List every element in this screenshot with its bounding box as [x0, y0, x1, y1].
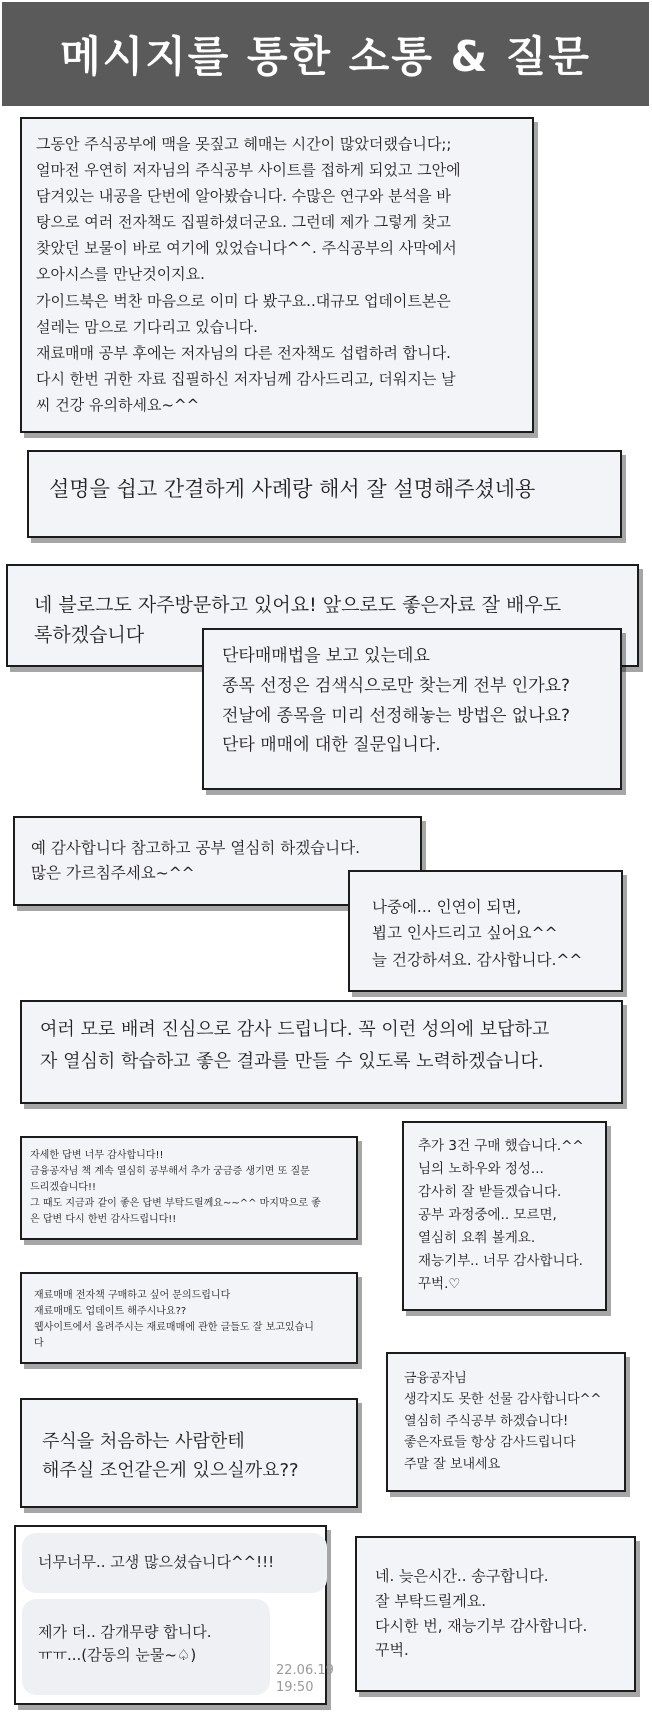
chat-screenshot [14, 1525, 334, 1705]
chat-timestamp: 22.06.19 19:50 [276, 1663, 334, 1695]
chat-bubble: 제가 더.. 감개무량 합니다. ㅠㅠ...(감동의 눈물~♤) [22, 1599, 270, 1695]
message-card: 여러 모로 배려 진심으로 감사 드립니다. 꼭 이런 성의에 보답하고 자 열심히 학습하고 좋은 결과를 만들 수 있도록 노력하겠습니다. [20, 1000, 623, 1104]
page-title: 메시지를 통한 소통 & 질문 [2, 2, 649, 106]
message-card: 금융공자님 생각지도 못한 선물 감사합니다^^ 열심히 주식공부 하겠습니다! 좋은자료들 항상 감사드립니다 주말 잘 보내세요 [386, 1352, 626, 1492]
message-card: 나중에... 인연이 되면, 뵙고 인사드리고 싶어요^^ 늘 건강하셔요. 감사합니다.^^ [348, 870, 623, 992]
message-card: 예 감사합니다 참고하고 공부 열심히 하겠습니다. 많은 가르침주세요~^^ [13, 816, 422, 906]
message-card: 네. 늦은시간.. 송구합니다. 잘 부탁드릴게요. 다시한 번, 재능기부 감사합니다. 꾸벅. [355, 1536, 636, 1692]
message-card: 네 블로그도 자주방문하고 있어요! 앞으로도 좋은자료 잘 배우도 록하겠습니다 [6, 564, 639, 667]
message-card: 설명을 쉽고 간결하게 사례랑 해서 잘 설명해주셨네용 [27, 450, 622, 538]
message-card: 추가 3건 구매 했습니다.^^ 님의 노하우와 정성... 감사히 잘 받들겠습니다. 공부 과정중에.. 모르면, 열심히 요쭤 볼게요. 재능기부.. 너무 감사합니다. 꾸벅.♡ [402, 1121, 607, 1311]
message-card: 단타매매법을 보고 있는데요 종목 선정은 검색식으로만 찾는게 전부 인가요? 전날에 종목을 미리 선정해놓는 방법은 없나요? 단타 매매에 대한 질문입니다. [202, 628, 622, 790]
message-card: 재료매매 전자책 구매하고 싶어 문의드립니다 재료매매도 업데이트 해주시나요?? 웹사이트에서 올려주시는 재료매매에 관한 글들도 잘 보고있습니 다 [20, 1272, 358, 1364]
message-card: 주식을 처음하는 사람한테 해주실 조언같은게 있으실까요?? [20, 1398, 358, 1508]
message-card: 그동안 주식공부에 맥을 못짚고 헤매는 시간이 많았더랬습니다;; 얼마전 우연히 저자님의 주식공부 사이트를 접하게 되었고 그안에 담겨있는 내공을 단번에 알아봤습니다. 수많은 연구와 분석을 바 탕으로 여러 전자책도 집필하셨더군요. 그런데 제가 그렇게 찾고 찾았던 보물이 바로 여기에 있었습니다^^. 주식공부의 사막에서 오아시스를 만난것이지요. 가이드북은 벅찬 마음으로 이미 다 봤구요..대규모 업데이트본은 설레는 맘으로 기다리고 있습니다. 재료매매 공부 후에는 저자님의 다른 전자책도 섭렵하려 합니다. 다시 한번 귀한 자료 집필하신 저자님께 감사드리고, 더워지는 날 씨 건강 유의하세요~^^ [20, 117, 534, 433]
message-card: 자세한 답변 너무 감사합니다!! 금융공자님 책 계속 열심히 공부해서 추가 궁금증 생기면 또 질문 드리겠습니다!! 그 때도 지금과 같이 좋은 답변 부탁드릴께요~~^^ 마지막으로 좋 은 답변 다시 한번 감사드립니다!! [20, 1136, 358, 1240]
chat-bubble: 너무너무.. 고생 많으셨습니다^^!!! [22, 1533, 327, 1593]
